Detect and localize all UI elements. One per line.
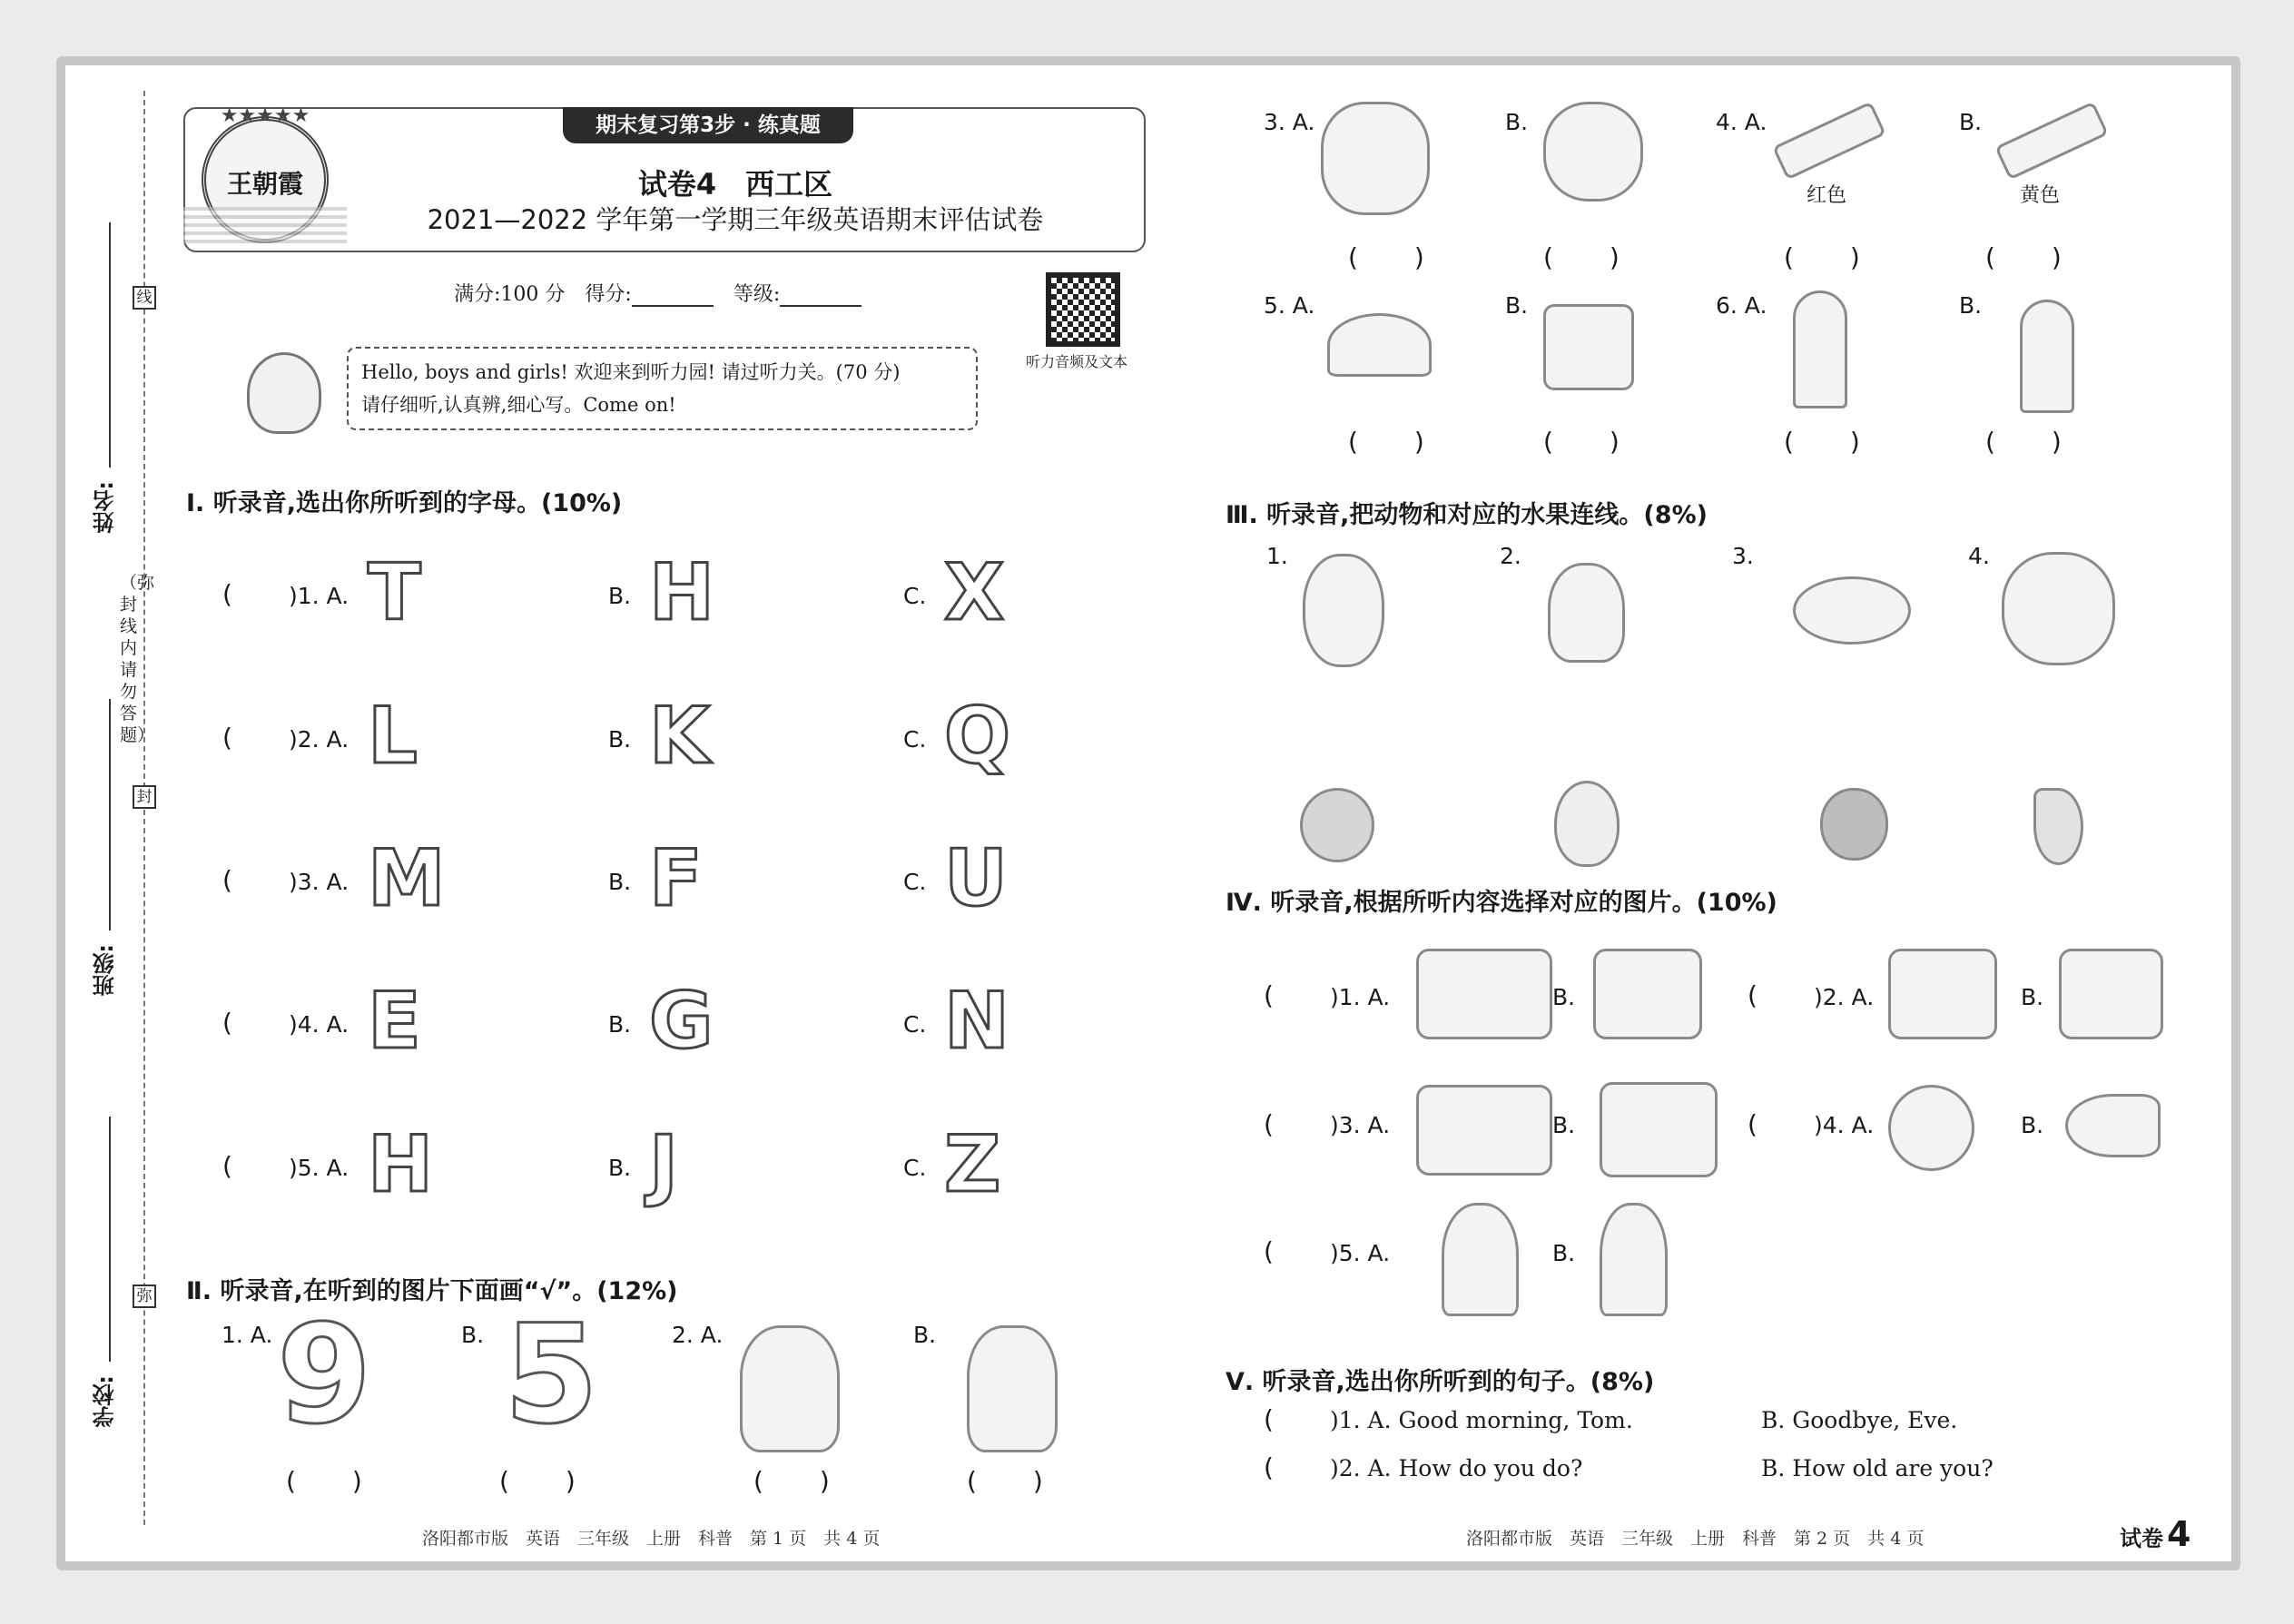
tag-close: 弥 [133,1284,156,1308]
name-label: 姓名: [93,481,118,534]
s2-paren-9[interactable]: ( ) [1348,427,1426,457]
s2-q5-b: B. [1505,292,1529,319]
woman-picture[interactable] [1442,1203,1519,1316]
s1-label-c: C. [903,1155,927,1181]
female-teacher-picture[interactable] [2020,300,2074,413]
s5-paren-2[interactable]: ( [1264,1452,1275,1482]
class-label: 班级: [93,944,118,997]
school-line [109,1117,111,1362]
fox-picture[interactable] [740,1325,840,1452]
s1-paren[interactable]: ( [222,1151,234,1181]
apple-picture[interactable] [1820,788,1888,861]
exam-sheet [56,56,2240,1570]
s1-question-num: )2. A. [289,726,350,753]
s4-q2-b: B. [2021,984,2044,1010]
s4-q1-b-picture[interactable] [1593,949,1702,1039]
s4-paren-1[interactable]: ( [1264,980,1275,1010]
s1-paren[interactable]: ( [222,579,234,609]
tag-line: 线 [133,286,156,310]
section5-title: Ⅴ. 听录音,选出你所听到的句子。(8%) [1226,1368,1655,1396]
s1-label-b: B. [608,583,632,609]
letter-option-a[interactable]: M [368,833,446,924]
badge-num: 4 [2167,1514,2191,1554]
letter-option-b[interactable]: K [649,691,710,782]
s3-num-3: 3. [1732,543,1754,569]
s2-paren-3[interactable]: ( ) [753,1466,832,1496]
frog-picture[interactable] [1543,102,1643,202]
bird-picture[interactable] [1793,576,1911,645]
tag-seal: 封 [133,785,156,809]
pear-picture[interactable] [1554,781,1620,867]
intro-line1: Hello, boys and girls! 欢迎来到听力园! 请过听力关。(70 分) [361,361,901,383]
paper-title: 试卷4 西工区 [637,167,833,202]
color-red: 红色 [1807,184,1847,207]
letter-option-a[interactable]: T [368,547,421,638]
s4-q1-b: B. [1552,984,1576,1010]
grade-label: 等级: [733,283,781,306]
panda-picture[interactable] [1303,554,1384,667]
logo-text: 王朝霞 [226,169,303,199]
s2-q1-b: B. [461,1322,485,1348]
s4-paren-4[interactable]: ( [1748,1109,1759,1139]
letter-option-b[interactable]: J [649,1119,678,1210]
footer-right: 洛阳都市版 英语 三年级 上册 科普 第 2 页 共 4 页 [1466,1529,1925,1549]
name-line [109,222,111,468]
section1-title: Ⅰ. 听录音,选出你所听到的字母。(10%) [186,489,623,517]
badge-label: 试卷 [2120,1526,2163,1551]
letter-option-c[interactable]: X [944,547,1005,638]
s1-label-b: B. [608,1011,632,1038]
sealed-warning: （弥封线内请勿答题） [120,573,155,745]
s2-q6-label: 6. A. [1716,292,1767,319]
paper-badge [2120,1514,2191,1554]
score-line [454,279,861,307]
paper-subtitle: 2021—2022 学年第一学期三年级英语期末评估试卷 [427,204,1044,235]
letter-option-b[interactable]: H [649,547,714,638]
grade-blank[interactable] [780,287,861,307]
orange-picture[interactable] [1300,788,1374,862]
bag-picture[interactable] [1543,304,1634,390]
s1-label-c: C. [903,726,927,753]
section4-title: Ⅳ. 听录音,根据所听内容选择对应的图片。(10%) [1226,889,1777,917]
s1-question-num: )3. A. [289,869,350,895]
s5-paren-1[interactable]: ( [1264,1404,1275,1434]
letter-option-b[interactable]: F [649,833,703,924]
s3-num-4: 4. [1968,543,1990,569]
section2-title: Ⅱ. 听录音,在听到的图片下面画“√”。(12%) [186,1277,678,1305]
s2-q2-label: 2. A. [672,1322,724,1348]
s2-paren-7[interactable]: ( ) [1784,242,1862,272]
s4-q1-a-picture[interactable] [1416,949,1552,1039]
s3-num-1: 1. [1266,543,1288,569]
footer-left: 洛阳都市版 英语 三年级 上册 科普 第 1 页 共 4 页 [422,1529,881,1549]
s4-q3-label: )3. A. [1330,1112,1391,1138]
s4-paren-5[interactable]: ( [1264,1236,1275,1266]
s4-q3-b-picture[interactable] [1600,1082,1718,1177]
male-teacher-picture[interactable] [1793,290,1847,408]
section3-title: Ⅲ. 听录音,把动物和对应的水果连线。(8%) [1226,501,1708,529]
s2-paren-2[interactable]: ( ) [499,1466,577,1496]
fish-picture[interactable] [2065,1094,2161,1157]
dog-picture[interactable] [967,1325,1058,1452]
s5-q1-b: B. Goodbye, Eve. [1761,1407,1958,1433]
letter-option-c[interactable]: N [944,976,1009,1067]
s4-q4-b: B. [2021,1112,2044,1138]
s4-paren-3[interactable]: ( [1264,1109,1275,1139]
s1-paren[interactable]: ( [222,1008,234,1038]
digit-five[interactable]: 5 [504,1296,599,1454]
cap-picture[interactable] [1327,313,1432,377]
s4-paren-2[interactable]: ( [1748,980,1759,1010]
banana-picture[interactable] [2033,788,2083,865]
s4-q1-label: )1. A. [1330,984,1391,1010]
s2-paren-4[interactable]: ( ) [967,1466,1045,1496]
s2-q2-b: B. [913,1322,937,1348]
header-banner [563,107,853,143]
s4-q5-b: B. [1552,1240,1576,1266]
sidebar [64,64,172,1561]
s2-paren-1[interactable]: ( ) [286,1466,364,1496]
s2-paren-12[interactable]: ( ) [1985,427,2063,457]
s1-label-c: C. [903,1011,927,1038]
s4-q4-label: )4. A. [1814,1112,1875,1138]
intro-line2: 请仔细听,认真辨,细心写。Come on! [361,394,676,416]
banner-text: 期末复习第3步 · 练真题 [596,113,821,137]
qr-caption: 听力音频及文本 [1026,353,1128,370]
s1-label-c: C. [903,869,927,895]
s3-num-2: 2. [1500,543,1521,569]
cat-picture[interactable] [1321,102,1430,215]
s1-paren[interactable]: ( [222,865,234,895]
girl-avatar [247,352,321,434]
s1-question-num: )4. A. [289,1011,350,1038]
color-yellow: 黄色 [2020,184,2061,207]
s1-label-c: C. [903,583,927,609]
qr-code[interactable] [1046,272,1120,347]
score-label: 满分:100 分 得分: [454,283,632,306]
intro-box [347,347,978,430]
s5-q2-b: B. How old are you? [1761,1455,1994,1481]
s2-paren-8[interactable]: ( ) [1985,242,2063,272]
s2-q4-label: 4. A. [1716,109,1767,135]
header-stripes [183,207,347,243]
s2-q4-b: B. [1959,109,1983,135]
s4-q5-label: )5. A. [1330,1240,1391,1266]
s1-paren[interactable]: ( [222,723,234,753]
letter-option-a[interactable]: H [368,1119,433,1210]
s4-q2-b-picture[interactable] [2059,949,2163,1039]
s1-label-b: B. [608,1155,632,1181]
s2-paren-5[interactable]: ( ) [1348,242,1426,272]
s2-paren-11[interactable]: ( ) [1784,427,1862,457]
letter-option-a[interactable]: E [368,976,421,1067]
s4-q2-a-picture[interactable] [1888,949,1997,1039]
s1-question-num: )5. A. [289,1155,350,1181]
s2-q3-label: 3. A. [1264,109,1315,135]
bee-picture[interactable] [1888,1085,1974,1171]
letter-option-c[interactable]: Q [944,691,1011,782]
class-line [109,699,111,930]
school-label: 学校: [93,1375,118,1428]
s1-question-num: )1. A. [289,583,350,609]
s2-q3-b: B. [1505,109,1529,135]
letter-option-a[interactable]: L [368,691,418,782]
s1-label-b: B. [608,726,632,753]
s4-q3-a-picture[interactable] [1416,1085,1552,1176]
letter-option-b[interactable]: G [649,976,714,1067]
s4-q3-b: B. [1552,1112,1576,1138]
s2-paren-6[interactable]: ( ) [1543,242,1621,272]
s2-q5-label: 5. A. [1264,292,1315,319]
pig-picture[interactable] [2002,552,2115,665]
digit-nine[interactable]: 9 [277,1296,372,1454]
letter-option-c[interactable]: U [944,833,1008,924]
man-picture[interactable] [1600,1203,1668,1316]
s2-q1-label: 1. A. [222,1322,273,1348]
s5-q1-a: )1. A. Good morning, Tom. [1330,1407,1633,1433]
duck-picture[interactable] [1548,563,1625,663]
score-blank[interactable] [632,287,714,307]
s5-q2-a: )2. A. How do you do? [1330,1455,1583,1481]
star-icon: ★★★★★ [220,104,310,127]
letter-option-c[interactable]: Z [944,1119,1001,1210]
s1-label-b: B. [608,869,632,895]
s2-paren-10[interactable]: ( ) [1543,427,1621,457]
s4-q2-label: )2. A. [1814,984,1875,1010]
s2-q6-b: B. [1959,292,1983,319]
